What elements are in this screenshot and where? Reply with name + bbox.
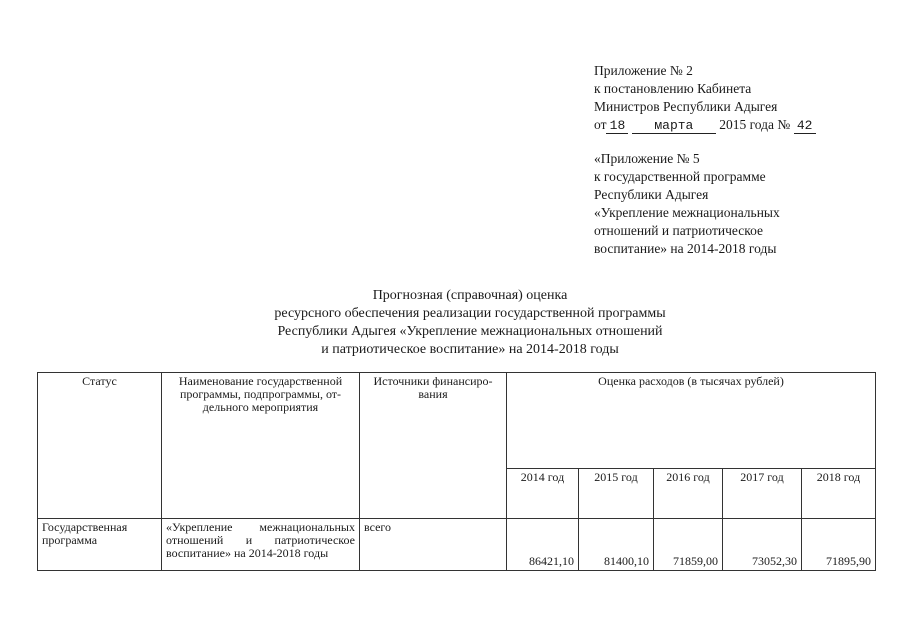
- row-source: всего: [360, 519, 507, 571]
- appendix-line: к постановлению Кабинета: [594, 81, 752, 96]
- appendix-line: Министров Республики Адыгея: [594, 99, 778, 114]
- header-year: 2017 год: [723, 469, 802, 519]
- header-name: Наименование государственной программы, подпрограммы, от-дельного мероприятия: [162, 373, 360, 519]
- title-line: Прогнозная (справочная) оценка: [372, 288, 568, 303]
- row-value: 81400,10: [579, 519, 654, 571]
- program-appendix-line: Республики Адыгея: [594, 187, 709, 202]
- resolution-number: 42: [794, 118, 816, 134]
- header-year: 2014 год: [507, 469, 579, 519]
- header-status: Статус: [38, 373, 162, 519]
- date-year: 2015 года №: [719, 117, 791, 132]
- header-year: 2016 год: [654, 469, 723, 519]
- row-status: Государственная программа: [38, 519, 162, 571]
- header-year: 2015 год: [579, 469, 654, 519]
- row-value: 71859,00: [654, 519, 723, 571]
- program-appendix-line: воспитание» на 2014-2018 годы: [594, 241, 777, 256]
- date-day: 18: [606, 118, 628, 134]
- title-line: ресурсного обеспечения реализации государственной программы: [274, 306, 666, 321]
- title-line: Республики Адыгея «Укрепление межнациональных отношений: [277, 324, 663, 339]
- row-value: 71895,90: [802, 519, 876, 571]
- date-month: марта: [632, 118, 716, 134]
- header-year: 2018 год: [802, 469, 876, 519]
- resource-table: [37, 372, 876, 571]
- program-appendix-line: «Приложение № 5: [594, 151, 700, 166]
- title-line: и патриотическое воспитание» на 2014-2018 годы: [321, 342, 619, 357]
- program-appendix-line: «Укрепление межнациональных: [594, 205, 780, 220]
- appendix-header: [594, 62, 816, 258]
- program-appendix-line: к государственной программе: [594, 169, 766, 184]
- appendix-line: Приложение № 2: [594, 63, 693, 78]
- program-appendix: [594, 150, 816, 258]
- appendix-date-line: [594, 116, 816, 134]
- row-value: 73052,30: [723, 519, 802, 571]
- header-sources: Источники финансиро-вания: [360, 373, 507, 519]
- table-header-row: [38, 373, 876, 469]
- header-estimate: Оценка расходов (в тысячах рублей): [507, 373, 876, 469]
- document-title: [180, 287, 760, 359]
- row-name: «Укрепление межнациональных отношений и патриотическое воспитание» на 2014-2018 годы: [162, 519, 360, 571]
- table-row: [38, 519, 876, 571]
- row-value: 86421,10: [507, 519, 579, 571]
- program-appendix-line: отношений и патриотическое: [594, 223, 763, 238]
- date-prefix: от: [594, 117, 607, 132]
